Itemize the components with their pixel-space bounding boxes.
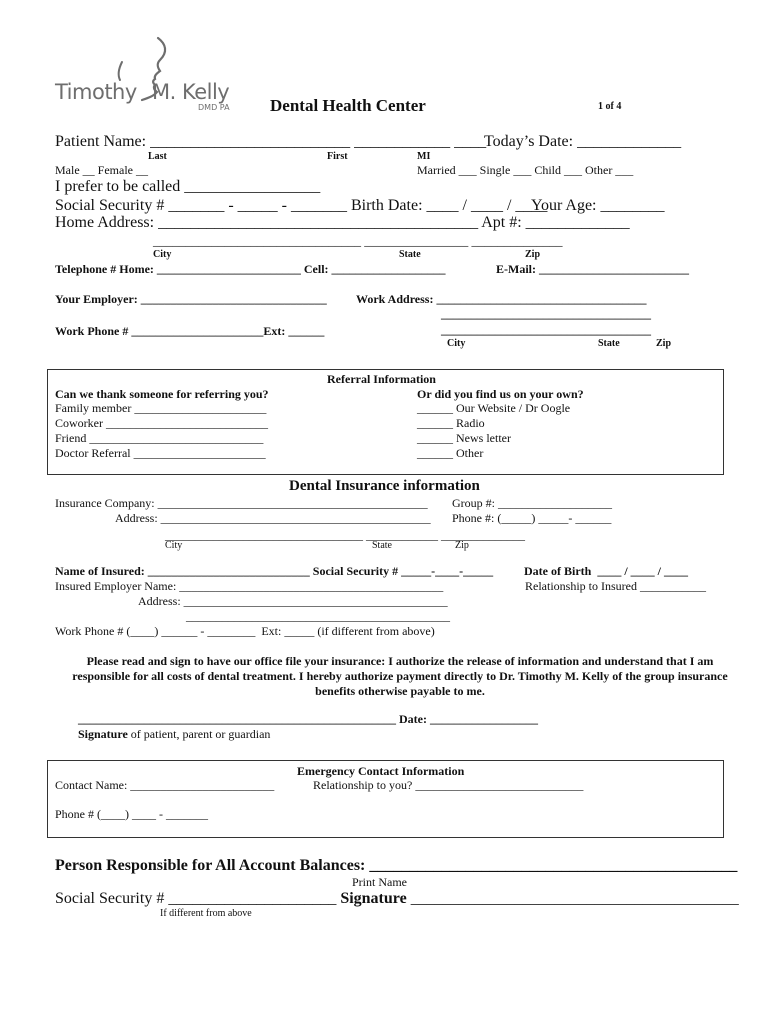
signature-caption bbox=[78, 728, 270, 740]
todays-date-field[interactable]: Today’s Date: _____________ bbox=[484, 133, 682, 150]
email-field[interactable]: E-Mail: _________________________ bbox=[496, 262, 689, 276]
responsible-party-field[interactable]: Person Responsible for All Account Balances: ______________________________________________ bbox=[55, 857, 738, 874]
age-field[interactable]: Your Age: ________ bbox=[531, 197, 665, 214]
referral-radio[interactable]: ______ Radio bbox=[417, 416, 485, 430]
marital-status-field[interactable]: Married ___ Single ___ Child ___ Other ___ bbox=[417, 163, 634, 177]
if-different-note: If different from above bbox=[160, 908, 252, 919]
insurance-phone-field[interactable]: Phone #: (_____) _____- ______ bbox=[452, 511, 612, 525]
label-last: Last bbox=[148, 151, 167, 162]
logo-first-name: Timothy bbox=[55, 80, 137, 104]
insured-work-phone-field[interactable]: Work Phone # (____) ______ - ________ Ext: _____ (if different from above) bbox=[55, 624, 435, 638]
label-mi: MI bbox=[417, 151, 431, 162]
signature-caption-label: Signature bbox=[78, 727, 128, 741]
employer-field[interactable]: Your Employer: _______________________________ bbox=[55, 292, 327, 306]
referral-family-member[interactable]: Family member ______________________ bbox=[55, 401, 267, 415]
page-indicator: 1 of 4 bbox=[598, 101, 622, 112]
insurance-address-line2[interactable]: _________________________________ ____________ ______________ bbox=[165, 528, 525, 542]
preferred-name-field[interactable]: I prefer to be called _________________ bbox=[55, 178, 321, 195]
responsible-signature-input[interactable]: _________________________________________ bbox=[410, 890, 739, 907]
page-title: Dental Health Center bbox=[270, 96, 426, 115]
ssn-birthdate-field[interactable]: Social Security # _______ - _____ - _______ Birth Date: ____ / ____ / ____ bbox=[55, 197, 548, 214]
signature-date-field[interactable]: _____________________________________________________ Date: __________________ bbox=[78, 712, 538, 726]
referral-website[interactable]: ______ Our Website / Dr Oogle bbox=[417, 401, 571, 415]
insured-name-rest: : ___________________________ Social Security # _____-____-_____ bbox=[140, 564, 494, 578]
work-label-city: City bbox=[447, 338, 466, 349]
telephone-field[interactable]: Telephone # Home: ________________________ Cell: ___________________ bbox=[55, 262, 446, 276]
insured-dob-field[interactable]: Date of Birth ____ / ____ / ____ bbox=[524, 564, 688, 578]
emergency-contact-name-field[interactable]: Contact Name: ________________________ bbox=[55, 778, 275, 792]
referral-heading: Referral Information bbox=[327, 372, 436, 386]
work-address-line2[interactable]: ___________________________________ bbox=[441, 307, 651, 321]
logo-last-name: M. Kelly bbox=[152, 80, 230, 104]
emergency-phone-field[interactable]: Phone # (____) ____ - _______ bbox=[55, 807, 208, 821]
responsible-signature-label: Signature bbox=[336, 890, 411, 907]
referral-friend[interactable]: Friend _____________________________ bbox=[55, 431, 264, 445]
work-phone-field[interactable]: Work Phone # ______________________Ext: ______ bbox=[55, 324, 325, 338]
insured-name-field[interactable] bbox=[55, 565, 493, 577]
print-name-label: Print Name bbox=[352, 875, 407, 889]
responsible-ssn-signature-row[interactable] bbox=[55, 891, 739, 907]
emergency-heading: Emergency Contact Information bbox=[297, 764, 465, 778]
logo-credentials: DMD PA bbox=[198, 103, 230, 112]
referral-other[interactable]: ______ Other bbox=[417, 446, 484, 460]
label-city: City bbox=[153, 249, 172, 260]
referral-thank-question: Can we thank someone for referring you? bbox=[55, 387, 269, 401]
insured-employer-address-line2[interactable]: ____________________________________________ bbox=[186, 609, 450, 623]
authorization-statement: Please read and sign to have our office file your insurance: I authorize the release of information and understand that I am responsible for all costs of dental treatment. I hereby authorize payment directly to Dr. Timothy M. Kelly of the group insurance benefits otherwise payable to me. bbox=[72, 654, 728, 698]
insured-employer-address-field[interactable]: Address: ____________________________________________ bbox=[138, 594, 448, 608]
label-first: First bbox=[327, 151, 348, 162]
work-label-zip: Zip bbox=[656, 338, 672, 349]
insurance-heading: Dental Insurance information bbox=[289, 478, 480, 494]
referral-doctor[interactable]: Doctor Referral ______________________ bbox=[55, 446, 266, 460]
gender-field[interactable]: Male __ Female __ bbox=[55, 163, 148, 177]
insurance-company-field[interactable]: Insurance Company: _____________________________________________ bbox=[55, 496, 428, 510]
responsible-ssn-input[interactable]: _____________________ bbox=[168, 890, 337, 907]
insurance-label-state: State bbox=[372, 540, 392, 551]
referral-coworker[interactable]: Coworker ___________________________ bbox=[55, 416, 268, 430]
home-address-field[interactable]: Home Address: ________________________________________ Apt #: _____________ bbox=[55, 214, 630, 231]
insurance-label-city: City bbox=[165, 540, 183, 551]
patient-name-field[interactable]: Patient Name: _________________________ ____________ ____ bbox=[55, 133, 487, 150]
signature-caption-rest: of patient, parent or guardian bbox=[127, 727, 271, 741]
label-state: State bbox=[399, 249, 421, 260]
insurance-label-zip: Zip bbox=[455, 540, 469, 551]
work-address-field[interactable]: Work Address: ___________________________________ bbox=[356, 292, 647, 306]
referral-newsletter[interactable]: ______ News letter bbox=[417, 431, 511, 445]
insured-name-label: Name of Insured bbox=[55, 564, 141, 578]
insurance-address-field[interactable]: Address: _____________________________________________ bbox=[115, 511, 431, 525]
referral-own-question: Or did you find us on your own? bbox=[417, 387, 584, 401]
insured-relationship-field[interactable]: Relationship to Insured ___________ bbox=[525, 579, 706, 593]
insured-employer-field[interactable]: Insured Employer Name: ____________________________________________ bbox=[55, 579, 444, 593]
work-address-line3[interactable]: ___________________________________ bbox=[441, 323, 651, 337]
home-address-line2[interactable]: ________________________________ ________________ ______________ bbox=[153, 233, 563, 248]
responsible-ssn-label: Social Security # bbox=[55, 890, 169, 907]
insurance-group-field[interactable]: Group #: ___________________ bbox=[452, 496, 612, 510]
work-label-state: State bbox=[598, 338, 620, 349]
emergency-relationship-field[interactable]: Relationship to you? ____________________________ bbox=[313, 778, 584, 792]
label-zip: Zip bbox=[525, 249, 541, 260]
